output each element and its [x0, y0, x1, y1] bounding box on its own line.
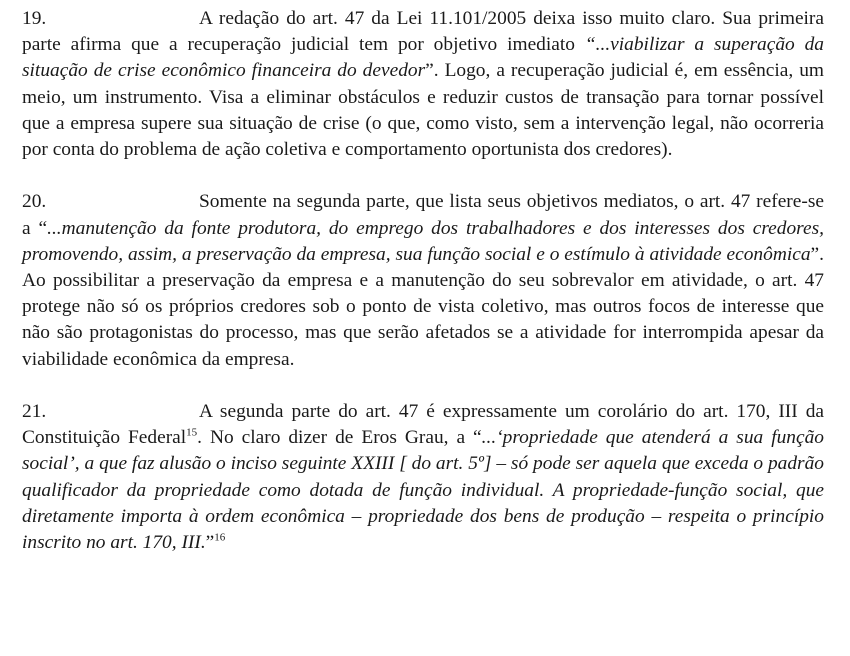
paragraph-text: A redação do art. 47 da Lei 11.101/2005 deixa isso muito claro. Sua primeira parte afirma que a recuperação judicial tem por objetivo imediato	[22, 8, 824, 56]
paragraph-number: 19.	[22, 8, 47, 29]
footnote-ref-15[interactable]: 15	[186, 426, 198, 439]
paragraph-text: ”. Ao possibilitar a preservação da empresa e a manutenção do seu sobrevalor em atividade, o art. 47 protege não só os próprios credores sob o ponto de vista coletivo, mas outros focos de interesse que não são protagonistas do processo, mas que serão afetados se a atividade for interrompida apesar da viabilidade econômica da empresa.	[22, 243, 824, 370]
paragraph-text: Somente na segunda parte, que lista seus objetivos mediatos, o art. 47 refere-se a “	[22, 191, 824, 239]
paragraph-text: . No claro dizer de Eros Grau, a “	[197, 427, 482, 449]
paragraph-quote: “...viabilizar a superação da situação de crise econômico financeira do devedor	[22, 34, 825, 82]
paragraph-number: 20.	[22, 191, 47, 213]
paragraph-19	[22, 6, 824, 163]
document-page	[22, 6, 824, 582]
paragraph-number: 21.	[22, 401, 47, 423]
paragraph-20	[22, 189, 824, 372]
footnote-ref-16[interactable]: 16	[214, 531, 226, 544]
paragraph-text: ”. Logo, a recuperação judicial é, em essência, um meio, um instrumento. Visa a eliminar obstáculos e reduzir custos de transação para tornar possível que a empresa supere sua situação de crise (o que, como visto, sem a intervenção legal, não ocorreria por conta do problema de ação coletiva e comportamento oportunista dos credores).	[22, 60, 824, 161]
paragraph-21	[22, 399, 824, 556]
paragraph-quote: ...manutenção da fonte produtora, do emprego dos trabalhadores e dos interesses dos credores, promovendo, assim, a preservação da empresa, sua função social e o estímulo à atividade econômica	[22, 217, 824, 265]
paragraph-quote: ...‘propriedade que atenderá a sua função social’, a que faz alusão o inciso seguinte XXIII [ do art. 5º] – só pode ser aquela que exceda o padrão qualificador da propriedade como dotada de função individual. A propriedade-função social, que diretamente importa à ordem econômica – propriedade dos bens de produção – respeita o princípio inscrito no art. 170, III.	[22, 427, 824, 554]
paragraph-text: A segunda parte do art. 47 é expressamente um corolário do art. 170, III da Constituição Federal	[22, 401, 824, 449]
paragraph-text: ”	[205, 532, 215, 554]
